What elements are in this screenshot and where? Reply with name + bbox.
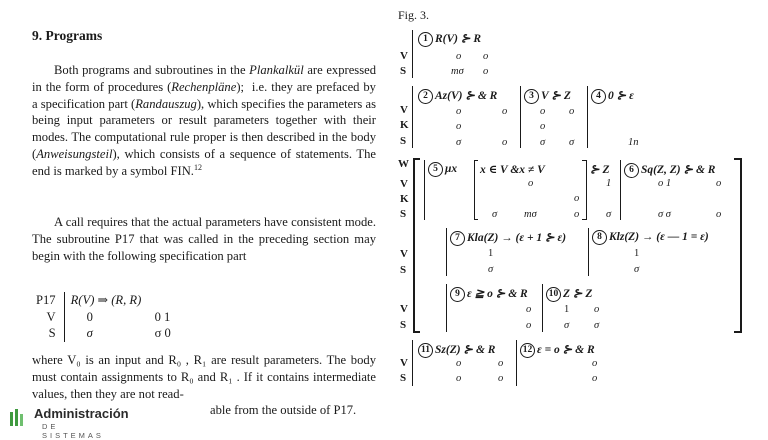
rule bbox=[412, 86, 413, 148]
p1-text-c: are expressed in the form of procedures ( bbox=[32, 63, 376, 94]
footnote-marker: 12 bbox=[193, 162, 202, 172]
formula-expr: V ⊱ Z bbox=[541, 90, 571, 102]
value: o bbox=[483, 66, 489, 77]
bracket-left bbox=[413, 158, 415, 333]
formula-expr: μx bbox=[445, 163, 458, 176]
value: σ bbox=[634, 264, 640, 275]
rule bbox=[412, 30, 413, 78]
bracket-right bbox=[740, 158, 742, 333]
bracket-right bbox=[734, 331, 741, 333]
step-number: 8 bbox=[592, 230, 607, 245]
formula-11 bbox=[418, 342, 495, 358]
value: o bbox=[540, 121, 546, 132]
bracket bbox=[582, 160, 586, 161]
watermark-sub: DE SISTEMAS bbox=[42, 422, 104, 440]
rule bbox=[446, 284, 447, 332]
step-number: 11 bbox=[418, 343, 433, 358]
bracket-right bbox=[734, 158, 741, 160]
value: 1 bbox=[634, 248, 640, 259]
row-label-s: S bbox=[400, 264, 407, 276]
rule bbox=[412, 340, 413, 386]
formula-expr: Sz(Z) ⊱ & R bbox=[435, 344, 496, 356]
value: σ bbox=[540, 137, 546, 148]
formula-8 bbox=[592, 230, 709, 245]
row-label-v: V bbox=[400, 178, 408, 190]
value: σ bbox=[488, 264, 494, 275]
formula-3 bbox=[524, 88, 571, 104]
step-number: 7 bbox=[450, 231, 465, 246]
formula-12 bbox=[520, 342, 595, 358]
row-label-s: S bbox=[400, 319, 407, 331]
formula-2 bbox=[418, 88, 497, 104]
formula-5 bbox=[428, 162, 457, 177]
bracket bbox=[474, 219, 478, 220]
value: o bbox=[502, 137, 508, 148]
spec-head: R(V) ⇒ (R, R) bbox=[64, 292, 175, 309]
value: mσ bbox=[524, 209, 537, 220]
row-label-v: V bbox=[400, 248, 408, 260]
step-number: 12 bbox=[520, 343, 535, 358]
value: o bbox=[498, 373, 504, 384]
formula-1 bbox=[418, 31, 481, 47]
row-label-v: V bbox=[400, 303, 408, 315]
formula-7 bbox=[450, 230, 566, 246]
step-number: 10 bbox=[546, 287, 561, 302]
row-label-s: S bbox=[400, 208, 407, 220]
figure-title: Fig. 3. bbox=[398, 8, 430, 22]
spec-s-label: S bbox=[48, 326, 56, 340]
formula-expr: 0 ⊱ ε bbox=[608, 90, 634, 102]
row-label-k: K bbox=[400, 119, 409, 131]
formula-5-after: ⊱ Z bbox=[590, 164, 610, 176]
row-label-v: V bbox=[400, 357, 408, 369]
rule bbox=[520, 86, 521, 148]
logo-icon bbox=[8, 406, 32, 430]
spec-v-label: V bbox=[46, 309, 56, 324]
bracket bbox=[582, 219, 586, 220]
value: σ σ bbox=[658, 209, 671, 220]
value: σ bbox=[564, 320, 570, 331]
p3-text: where V₀ is an input and R₀ , R₁ are result parameters. The body must contain assignments to R₀ and R₁ . If it contains intermediate values, then they are not read- bbox=[32, 353, 376, 401]
value: o bbox=[456, 51, 462, 62]
p1-term-rechenplane: Rechenpläne bbox=[171, 79, 237, 94]
value: o bbox=[540, 106, 546, 117]
rule bbox=[542, 284, 543, 332]
value: o bbox=[716, 178, 722, 189]
step-number: 2 bbox=[418, 89, 433, 104]
paragraph-1 bbox=[32, 62, 376, 180]
spec-s-val-1: σ 0 bbox=[154, 326, 171, 340]
value: 1 bbox=[564, 304, 570, 315]
p1-text-g: ), which specifies the parameters as being input parameters or result parameters together with their modes. The computational rule proper is then described in the body ( bbox=[32, 96, 376, 161]
value: o bbox=[592, 358, 598, 369]
row-label-s: S bbox=[400, 135, 407, 147]
value: o 1 bbox=[658, 178, 672, 189]
value: o bbox=[483, 51, 489, 62]
paragraph-3 bbox=[32, 352, 376, 402]
formula-6 bbox=[624, 162, 715, 178]
rule bbox=[588, 228, 589, 276]
spec-v-val-0: 0 bbox=[64, 309, 141, 326]
formula-9 bbox=[450, 286, 528, 302]
row-label-k: K bbox=[400, 193, 409, 205]
bracket bbox=[586, 160, 587, 220]
value: o bbox=[569, 106, 575, 117]
value: 1 bbox=[488, 248, 494, 259]
formula-expr: ε = o ⊱ & R bbox=[537, 344, 595, 356]
value: 1 bbox=[606, 178, 612, 189]
value: o bbox=[574, 209, 580, 220]
bracket-left bbox=[413, 331, 420, 333]
rule bbox=[587, 86, 588, 148]
value: o bbox=[526, 320, 532, 331]
value: 1n bbox=[628, 137, 639, 148]
spec-v-val-1: 0 1 bbox=[154, 309, 171, 324]
value: σ bbox=[569, 137, 575, 148]
rule bbox=[446, 228, 447, 276]
formula-4 bbox=[591, 88, 634, 104]
rule bbox=[516, 340, 517, 386]
value: o bbox=[456, 121, 462, 132]
watermark-name: Administración bbox=[34, 406, 129, 421]
value: o bbox=[502, 106, 508, 117]
p2-text: A call requires that the actual parameters have consistent mode. The subroutine P17 that was called in the preceding section may begin with the following specification part bbox=[32, 215, 376, 263]
row-label-v: V bbox=[400, 104, 408, 116]
row-label-s: S bbox=[400, 372, 407, 384]
value: σ bbox=[456, 137, 462, 148]
formula-5-inner: x ∈ V &x ≠ V bbox=[480, 164, 545, 176]
p1-text-a: Both programs and subroutines in the bbox=[54, 63, 250, 77]
p1-term-randauszug: Randauszug bbox=[135, 96, 197, 111]
value: o bbox=[528, 178, 534, 189]
specification-part bbox=[32, 292, 175, 342]
value: o bbox=[456, 106, 462, 117]
formula-expr: ε ≧ o ⊱ & R bbox=[467, 288, 528, 300]
p1-term-plankalkul: Plankalkül bbox=[249, 63, 304, 77]
p1-text-i: ), which consists of a sequence of statements. The end is marked by a symbol FIN. bbox=[32, 146, 376, 178]
spec-name: P17 bbox=[36, 293, 56, 307]
value: o bbox=[456, 358, 462, 369]
formula-expr: Sq(Z, Z) ⊱ & R bbox=[641, 164, 716, 176]
value: o bbox=[526, 304, 532, 315]
step-number: 5 bbox=[428, 162, 443, 177]
value: o bbox=[716, 209, 722, 220]
p1-text-e: ); i.e. they are prefaced by a specification part ( bbox=[32, 79, 376, 111]
p1-term-anweisungsteil: Anweisungsteil bbox=[36, 146, 113, 161]
value: o bbox=[592, 373, 598, 384]
bracket bbox=[474, 160, 475, 220]
bracket bbox=[474, 160, 478, 161]
formula-expr: Klz(Z) → (ε — 1 = ε) bbox=[609, 231, 709, 244]
row-label-v: V bbox=[400, 50, 408, 62]
value: σ bbox=[594, 320, 600, 331]
step-number: 3 bbox=[524, 89, 539, 104]
spec-s-val-0: σ bbox=[64, 325, 141, 342]
value: σ bbox=[606, 209, 612, 220]
section-heading: 9. Programs bbox=[32, 28, 103, 43]
paragraph-3-end: able from the outside of P17. bbox=[210, 403, 357, 417]
rule bbox=[620, 160, 621, 220]
bracket-left bbox=[413, 158, 420, 160]
value: o bbox=[574, 193, 580, 204]
figure-3 bbox=[394, 0, 768, 434]
formula-10 bbox=[546, 286, 592, 302]
row-label-w: W bbox=[398, 158, 409, 170]
step-number: 6 bbox=[624, 163, 639, 178]
paragraph-2 bbox=[32, 214, 376, 264]
formula-expr: R(V) ⊱ R bbox=[435, 33, 482, 45]
value: o bbox=[456, 373, 462, 384]
formula-expr: Kla(Z) → (ε + 1 ⊱ ε) bbox=[467, 232, 567, 244]
formula-expr: Az(V) ⊱ & R bbox=[435, 90, 498, 102]
step-number: 1 bbox=[418, 32, 433, 47]
row-label-s: S bbox=[400, 65, 407, 77]
value: o bbox=[594, 304, 600, 315]
formula-expr: Z ⊱ Z bbox=[563, 288, 593, 300]
rule bbox=[424, 160, 425, 220]
value: o bbox=[498, 358, 504, 369]
step-number: 9 bbox=[450, 287, 465, 302]
value: mσ bbox=[451, 66, 464, 77]
value: σ bbox=[492, 209, 498, 220]
step-number: 4 bbox=[591, 89, 606, 104]
